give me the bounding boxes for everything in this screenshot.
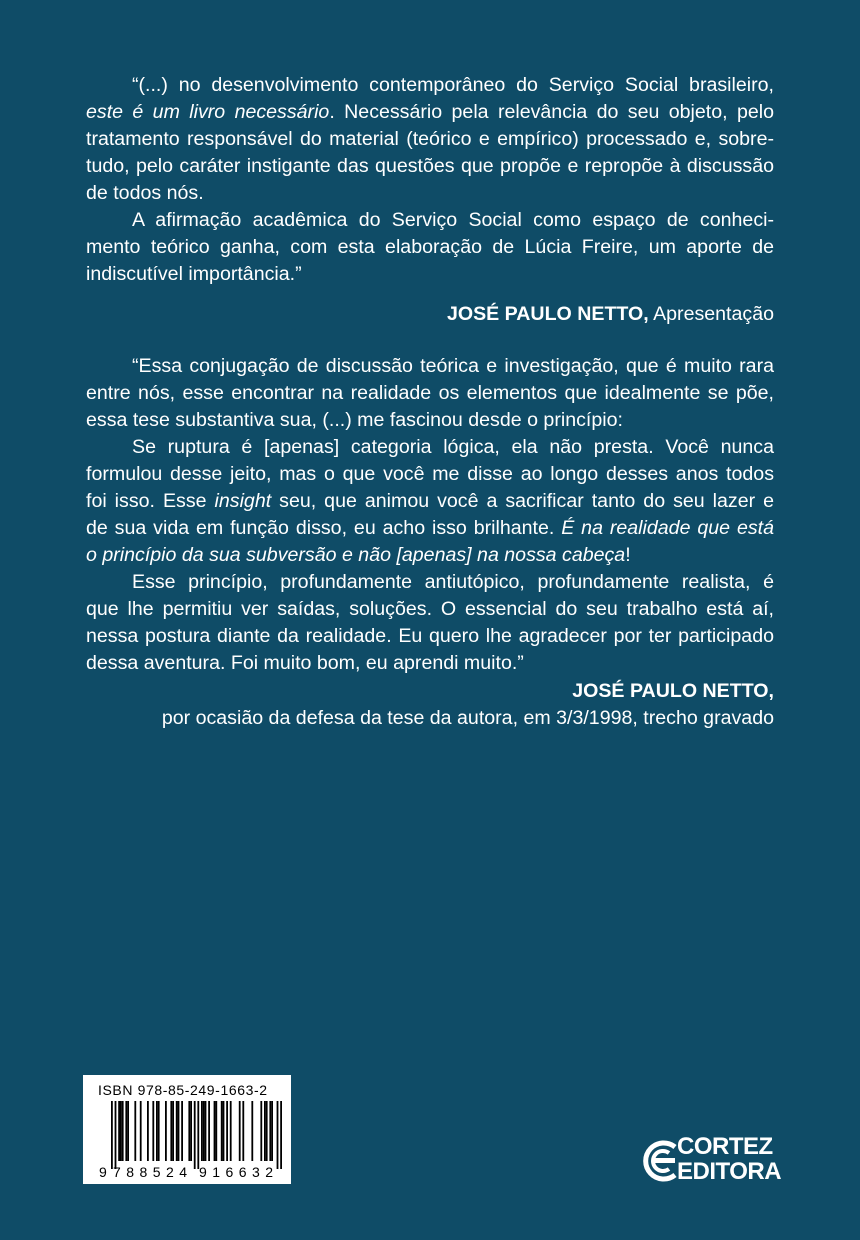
text-line: formulou desse jeito, mas o que você me disse ao longo desses anos todos [86,463,774,485]
barcode-bar [251,1101,253,1161]
barcode-bar [201,1101,203,1161]
text-line: de todos nós. [86,182,204,204]
barcode-left-digits: 788524 [113,1164,187,1179]
text-line: “Essa conjugação de discussão teórica e investigação, que é muito rara [132,355,774,377]
signature-2 [162,678,774,732]
text-line [86,542,774,569]
text-line: entre nós, esse encontrar na realidade os elementos que idealmente se põe, [86,382,774,404]
quote-2-paragraph-1 [86,353,774,434]
barcode-bar [205,1101,207,1161]
barcode-bar [203,1101,205,1161]
barcode-bar [242,1101,244,1161]
barcode-bar [260,1101,262,1161]
barcode-bar [280,1101,282,1169]
text-fragment: seu, que animou você a sacrificar tanto do seu lazer e [271,490,775,512]
text-line: indiscutível importância.” [86,263,302,285]
text-line: essa tese substantiva sua, (...) me fascinou desde o princípio: [86,409,623,431]
text-line: dessa aventura. Foi muito bom, eu aprendi muito.” [86,652,524,674]
text-fragment: foi isso. Esse [86,490,215,512]
barcode-bar [176,1101,178,1161]
signature-1 [447,301,774,328]
barcode-bar [140,1101,142,1161]
barcode-bar [269,1101,271,1161]
barcode-bar [226,1101,228,1161]
signature-name: JOSÉ PAULO NETTO, [446,303,649,325]
quote-block-1 [86,72,774,288]
barcode-bar [118,1101,120,1161]
emphasis-text: É na realidade que está [561,517,774,539]
signature-name: JOSÉ PAULO NETTO, [572,680,774,702]
barcode-bar [170,1101,172,1161]
barcode-bar [215,1101,217,1161]
emphasis-text: este é um livro necessário [86,101,330,123]
text-line: Se ruptura é [apenas] categoria lógica, ela não presta. Você nunca [132,436,774,458]
barcode-first-digit: 9 [99,1164,107,1179]
signature-source: Apresentação [648,303,774,325]
barcode-bar [125,1101,127,1161]
barcode-bar [127,1101,129,1161]
barcode-bar [178,1101,180,1161]
emphasis-text: insight [214,490,272,512]
text-fragment: de sua vida em função disso, eu acho isso brilhante. [86,517,562,539]
barcode-bar [194,1101,196,1169]
text-line [86,488,774,515]
barcode-bar [239,1101,241,1161]
barcode-bar [264,1101,266,1161]
text-line [86,515,774,542]
barcode-bar [221,1101,223,1161]
barcode-bar [277,1101,279,1169]
text-line: que lhe permitiu ver saídas, soluções. O essencial do seu trabalho está aí, [86,598,774,620]
barcode-bar [266,1101,268,1161]
text-fragment: ! [625,544,631,566]
barcode-bar [223,1101,225,1161]
barcode-bar [188,1101,190,1161]
logo-word-2: EDITORA [677,1158,782,1185]
text-line: mento teórico ganha, com esta elaboração de Lúcia Freire, um aporte de [86,236,774,258]
barcode-bar [158,1101,160,1161]
barcode-bar [120,1101,122,1161]
quote-2-paragraph-2 [86,434,774,569]
barcode-bar [165,1101,167,1161]
isbn-label: ISBN 978-85-249-1663-2 [98,1082,268,1098]
barcode-bar [111,1101,113,1169]
isbn-barcode-box [83,1075,291,1184]
barcode-bar [147,1101,149,1161]
text-line: Esse princípio, profundamente antiutópico, profundamente realista, é [132,571,774,593]
barcode-right-digits: 916632 [199,1164,273,1179]
logo-word-1: CORTEZ [677,1133,773,1160]
quote-block-2 [86,353,774,677]
barcode-bar [190,1101,192,1161]
barcode-bar [172,1101,174,1161]
barcode-bar [134,1101,136,1161]
signature-source: por ocasião da defesa da tese da autora, em 3/3/1998, trecho gravado [161,707,774,729]
barcode-bar [214,1101,216,1161]
text-line [86,99,774,126]
barcode-bar [197,1101,199,1169]
barcode-bar [271,1101,273,1161]
barcode-bar [208,1101,210,1161]
cortez-logo-icon [639,1135,679,1187]
text-line: nessa postura diante da realidade. Eu quero lhe agradecer por ter participado [86,625,774,647]
barcode-bar [230,1101,232,1161]
text-line: tudo, pelo caráter instigante das questões que propõe e repropõe à discussão [86,155,774,177]
publisher-logo [639,1133,782,1189]
barcode-bar [152,1101,154,1161]
text-line: A afirmação acadêmica do Serviço Social como espaço de conheci- [132,209,774,231]
barcode-bar [181,1101,183,1161]
barcode-bar [115,1101,117,1169]
quote-2-paragraph-3 [86,569,774,677]
barcode-bar [156,1101,158,1161]
text-line: tratamento responsável do material (teórico e empírico) processado e, sobre- [86,128,774,150]
quote-1-paragraph-2 [86,207,774,288]
emphasis-text: o princípio da sua subversão e não [apenas] na nossa cabeça [86,544,626,566]
barcode-icon [99,1101,284,1179]
text-line: “(...) no desenvolvimento contemporâneo do Serviço Social brasileiro, [132,74,774,96]
barcode-bar [122,1101,124,1161]
quote-1-paragraph-1 [86,72,774,207]
text-fragment: . Necessário pela relevância do seu objeto, pelo [329,101,775,123]
